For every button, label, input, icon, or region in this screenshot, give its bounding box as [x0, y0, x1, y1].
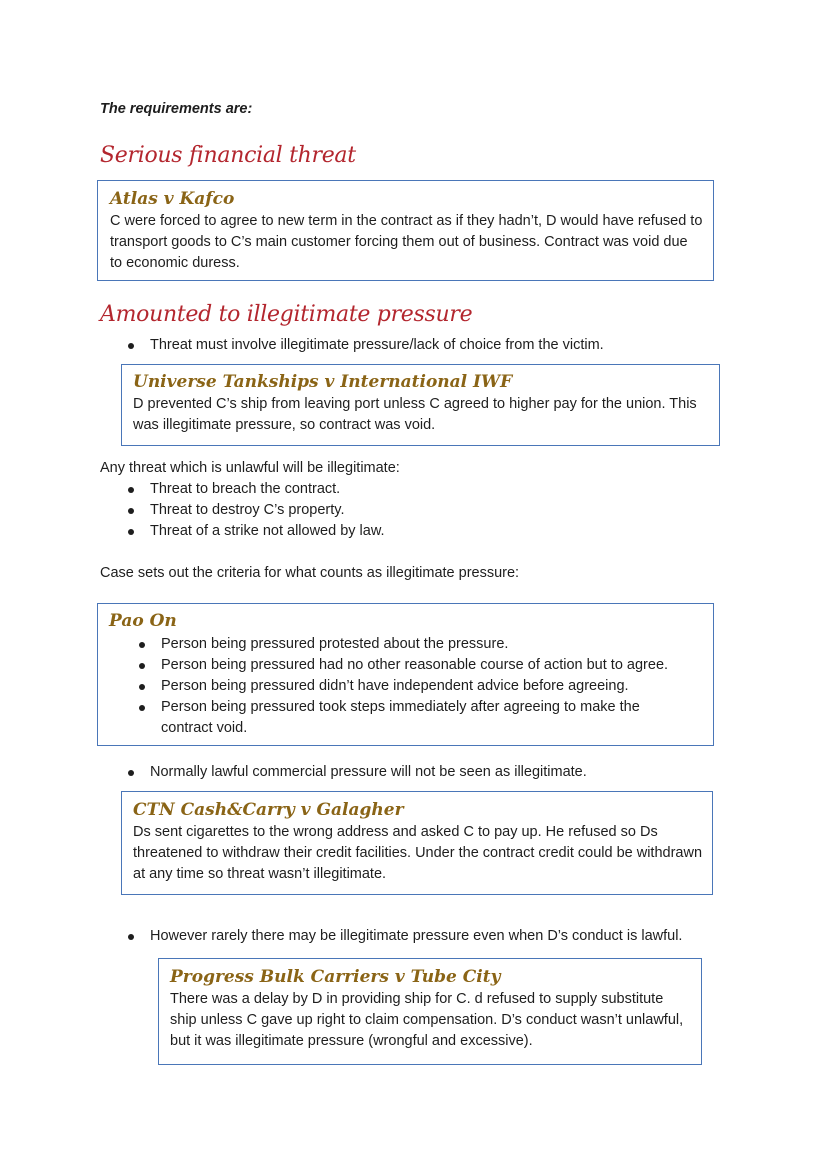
list-item: Person being pressured didn’t have independent advice before agreeing.	[109, 676, 703, 697]
pao-on-criteria-list	[109, 634, 703, 739]
case-text-atlas: C were forced to agree to new term in the contract as if they hadn’t, D would have refused to transport goods to C’s main customer forcing them out of business. Contract was void due to economic duress.	[110, 213, 703, 271]
case-title-progress: Progress Bulk Carriers v Tube City	[170, 967, 501, 987]
case-box-ctn	[121, 791, 713, 895]
bullet-dot	[128, 508, 134, 514]
bullet-text: However rarely there may be illegitimate pressure even when D’s conduct is lawful.	[150, 928, 683, 944]
bullet-text: Threat must involve illegitimate pressure/lack of choice from the victim.	[150, 337, 604, 353]
case-title-universe: Universe Tankships v International IWF	[133, 372, 513, 392]
heading-illegitimate-pressure: Amounted to illegitimate pressure	[100, 302, 473, 327]
list-item: Person being pressured took steps immediately after agreeing to make the contract void.	[109, 697, 703, 739]
list-item: Person being pressured had no other reasonable course of action but to agree.	[109, 655, 703, 676]
unlawful-intro: Any threat which is unlawful will be illegitimate:	[100, 460, 400, 476]
heading-serious-financial-threat: Serious financial threat	[100, 143, 356, 168]
case-box-pao-on	[97, 603, 714, 746]
bullet-dot	[128, 934, 134, 940]
case-box-progress	[158, 958, 702, 1065]
case-title-ctn: CTN Cash&Carry v Galagher	[133, 800, 404, 820]
bullet-dot	[128, 770, 134, 776]
bullet-text: Threat to destroy C’s property.	[150, 502, 345, 518]
bullet-dot	[128, 343, 134, 349]
case-title-atlas: Atlas v Kafco	[110, 189, 235, 209]
bullet-text: Threat of a strike not allowed by law.	[150, 523, 385, 539]
case-title-pao-on: Pao On	[109, 611, 177, 631]
case-text-universe: D prevented C’s ship from leaving port unless C agreed to higher pay for the union. This was illegitimate pressure, so contract was void.	[133, 396, 697, 433]
case-box-atlas	[97, 180, 714, 281]
intro-text: The requirements are:	[100, 101, 253, 117]
bullet-dot	[128, 529, 134, 535]
bullet-dot	[128, 487, 134, 493]
bullet-text: Threat to breach the contract.	[150, 481, 341, 497]
case-box-universe	[121, 364, 720, 446]
case-text-ctn: Ds sent cigarettes to the wrong address and asked C to pay up. He refused so Ds threatened to withdraw their credit facilities. Under the contract credit could be withdrawn at any time so threat wasn’t illegitimate.	[133, 824, 703, 882]
list-item: Person being pressured protested about the pressure.	[109, 634, 703, 655]
criteria-intro: Case sets out the criteria for what counts as illegitimate pressure:	[100, 565, 520, 581]
bullet-text: Normally lawful commercial pressure will not be seen as illegitimate.	[150, 764, 587, 780]
case-text-progress: There was a delay by D in providing ship for C. d refused to supply substitute ship unless C gave up right to claim compensation. D’s conduct wasn’t unlawful, but it was illegitimate pressure (wrongful and excessive).	[170, 991, 684, 1049]
